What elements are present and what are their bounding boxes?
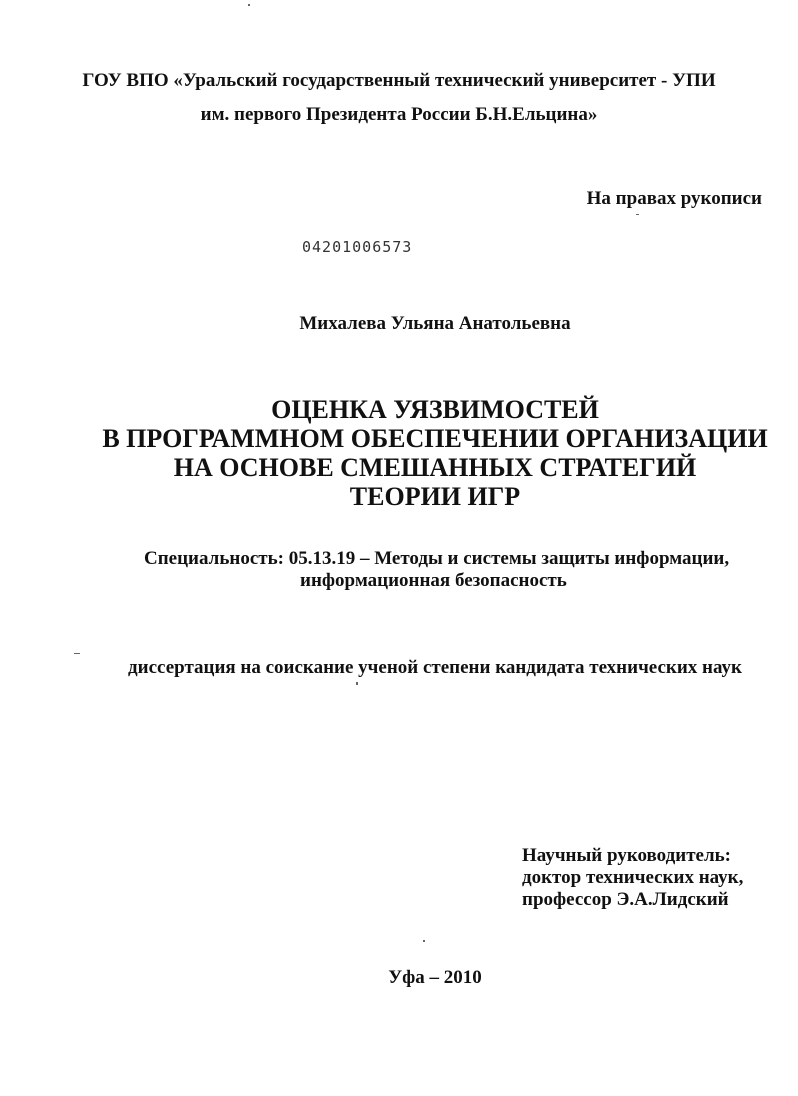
institution-name-line2: им. первого Президента России Б.Н.Ельцина» — [200, 104, 598, 125]
specialty-line2: информационная безопасность — [300, 570, 567, 591]
author-name: Михалева Ульяна Анатольевна — [299, 313, 571, 334]
title-line-3: НА ОСНОВЕ СМЕШАННЫХ СТРАТЕГИЙ — [173, 453, 697, 482]
title-line-4: ТЕОРИИ ИГР — [349, 482, 521, 511]
supervisor-name: профессор Э.А.Лидский — [522, 889, 729, 910]
institution-name-line1: ГОУ ВПО «Уральский государственный технический университет - УПИ — [82, 70, 716, 91]
manuscript-rights-note: На правах рукописи — [586, 188, 762, 209]
supervisor-degree: доктор технических наук, — [522, 867, 744, 888]
scan-speck — [636, 214, 639, 215]
supervisor-block — [522, 845, 743, 911]
title-line-2: В ПРОГРАММНОМ ОБЕСПЕЧЕНИИ ОРГАНИЗАЦИИ — [102, 424, 768, 453]
title-line-1: ОЦЕНКА УЯЗВИМОСТЕЙ — [271, 395, 599, 424]
dissertation-title — [0, 395, 798, 511]
scan-speck — [74, 653, 80, 654]
scan-speck — [356, 682, 358, 685]
scan-speck — [248, 4, 250, 6]
supervisor-role: Научный руководитель: — [522, 845, 731, 866]
degree-statement: диссертация на соискание ученой степени кандидата технических наук — [128, 657, 742, 678]
library-code-stamp: 04201006573 — [302, 238, 413, 256]
specialty-line1: Специальность: 05.13.19 – Методы и системы защиты информации, — [144, 548, 730, 569]
scan-speck — [423, 940, 425, 942]
city-year: Уфа – 2010 — [388, 967, 482, 988]
